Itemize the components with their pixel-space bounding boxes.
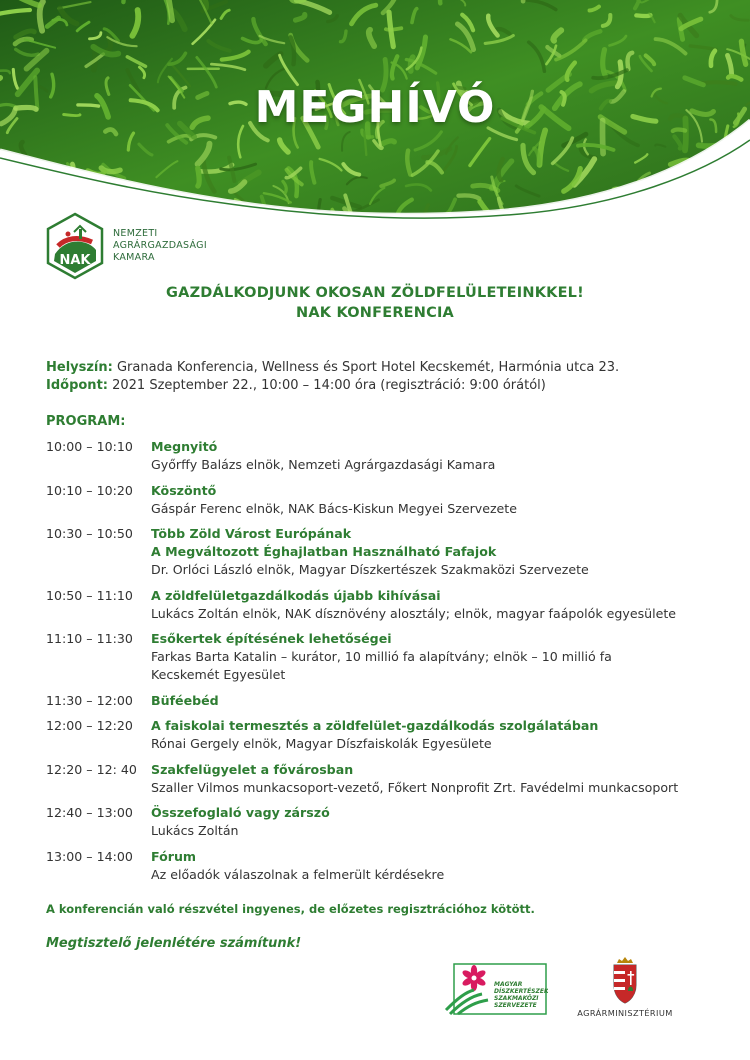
partner-logo-line: DÍSZKERTÉSZEK (494, 988, 548, 995)
program-title: Büféebéd (151, 693, 219, 708)
nak-name-line: AGRÁRGAZDASÁGI (113, 240, 207, 251)
ministry-logo (570, 955, 680, 1035)
foliage-frond (731, 183, 736, 192)
program-speaker: Farkas Barta Katalin – kurátor, 10 millió fa alapítvány; elnök – 10 millió fa (151, 649, 612, 664)
program-time: 12:40 – 13:00 (46, 805, 133, 820)
program-title-line2: A Megváltozott Éghajlatban Használható Fafajok (151, 544, 497, 559)
coat-of-arms-icon (570, 955, 680, 1007)
location-info (46, 360, 619, 375)
foliage-frond (319, 200, 321, 211)
foliage-frond (284, 216, 310, 228)
ministry-name: AGRÁRMINISZTÉRIUM (577, 1008, 673, 1018)
program-title: Megnyitó (151, 439, 218, 454)
conference-subtitle: NAK KONFERENCIA (296, 305, 454, 321)
foliage-frond (558, 218, 584, 222)
foliage-frond (169, 0, 172, 20)
foliage-frond (587, 225, 604, 240)
program-title: Több Zöld Várost Európának (151, 526, 352, 541)
foliage-frond (505, 216, 521, 240)
nak-name-line: KAMARA (113, 252, 155, 263)
foliage-frond (597, 222, 617, 240)
foliage-frond (645, 204, 663, 227)
program-title: Esőkertek építésének lehetőségei (151, 631, 392, 646)
program-title: A faiskolai termesztés a zöldfelület-gazdálkodás szolgálatában (151, 718, 599, 733)
program-title: Fórum (151, 849, 197, 864)
page-title: MEGHÍVÓ (254, 82, 496, 133)
program-time: 11:30 – 12:00 (46, 693, 133, 708)
closing-line: Megtisztelő jelenlétére számítunk! (46, 936, 302, 951)
program-time: 10:50 – 11:10 (46, 588, 133, 603)
foliage-frond (198, 168, 199, 186)
foliage-frond (96, 184, 118, 194)
program-speaker: Gáspár Ferenc elnök, NAK Bács-Kiskun Megyei Szervezete (151, 501, 517, 516)
foliage-frond (59, 202, 86, 203)
partner-logo-line: MAGYAR (494, 981, 523, 988)
foliage-frond (730, 158, 747, 180)
foliage-frond (109, 194, 131, 201)
foliage-frond (0, 177, 7, 181)
time-value: 2021 Szeptember 22., 10:00 – 14:00 óra (regisztráció: 9:00 órától) (107, 378, 546, 393)
foliage-frond (156, 200, 165, 205)
foliage-frond (711, 166, 726, 198)
foliage-frond (693, 203, 695, 215)
nak-logo-icon (44, 212, 106, 282)
foliage-frond (413, 219, 427, 241)
foliage-frond (705, 181, 709, 211)
program-speaker: Rónai Gergely elnök, Magyar Díszfaiskolák Egyesülete (151, 736, 492, 751)
foliage-frond (83, 183, 104, 196)
program-time: 12:00 – 12:20 (46, 718, 133, 733)
program-speaker-line2: Kecskemét Egyesület (151, 667, 286, 682)
program-time: 10:00 – 10:10 (46, 439, 133, 454)
program-speaker: Lukács Zoltán elnök, NAK dísznövény alosztály; elnök, magyar faápolók egyesülete (151, 606, 677, 621)
program-time: 10:10 – 10:20 (46, 483, 133, 498)
nak-name-line: NEMZETI (113, 228, 158, 239)
time-label: Időpont: (46, 378, 108, 393)
program-title: Köszöntő (151, 483, 217, 498)
program-title: Szakfelügyelet a fővárosban (151, 762, 354, 777)
partner-logo (444, 962, 548, 1018)
foliage-frond (309, 218, 315, 235)
foliage-frond (636, 15, 650, 16)
program-time: 12:20 – 12: 40 (46, 762, 137, 777)
foliage-frond (137, 199, 149, 206)
program-time: 11:10 – 11:30 (46, 631, 133, 646)
flower-logo-icon (444, 962, 548, 1018)
program-time: 10:30 – 10:50 (46, 526, 133, 541)
foliage-frond (12, 199, 22, 218)
partner-logo-line: SZERVEZETE (494, 1002, 537, 1009)
nak-badge-text: NAK (59, 253, 91, 268)
program-speaker: Szaller Vilmos munkacsoport-vezető, Főkert Nonprofit Zrt. Favédelmi munkacsoport (151, 780, 679, 795)
program-speaker: Győrffy Balázs elnök, Nemzeti Agrárgazdasági Kamara (151, 457, 496, 472)
program-title: Összefoglaló vagy zárszó (151, 805, 330, 820)
program-speaker: Az előadók válaszolnak a felmerült kérdésekre (151, 867, 445, 882)
foliage-frond (669, 206, 688, 213)
location-value: Granada Konferencia, Wellness és Sport Hotel Kecskemét, Harmónia utca 23. (112, 360, 620, 375)
foliage-frond (628, 198, 656, 206)
conference-title: GAZDÁLKODJUNK OKOSAN ZÖLDFELÜLETEINKKEL! (166, 285, 584, 301)
time-info (46, 378, 546, 393)
foliage-frond (0, 211, 10, 222)
location-label: Helyszín: (46, 360, 113, 375)
foliage-frond (290, 0, 305, 2)
program-speaker: Dr. Orlóci László elnök, Magyar Díszkertészek Szakmaközi Szervezete (151, 562, 589, 577)
program-title: A zöldfelületgazdálkodás újabb kihívásai (151, 588, 441, 603)
hero-banner (0, 0, 750, 240)
foliage-frond (382, 141, 395, 144)
program-speaker: Lukács Zoltán (151, 823, 239, 838)
partner-logo-line: SZAKMAKÖZI (494, 995, 539, 1002)
program-time: 13:00 – 14:00 (46, 849, 133, 864)
participation-note: A konferencián való részvétel ingyenes, de előzetes regisztrációhoz kötött. (46, 902, 535, 916)
nak-name (113, 228, 207, 264)
nak-logo (44, 212, 244, 282)
foliage-frond (134, 191, 150, 214)
program-heading: PROGRAM: (46, 414, 126, 429)
